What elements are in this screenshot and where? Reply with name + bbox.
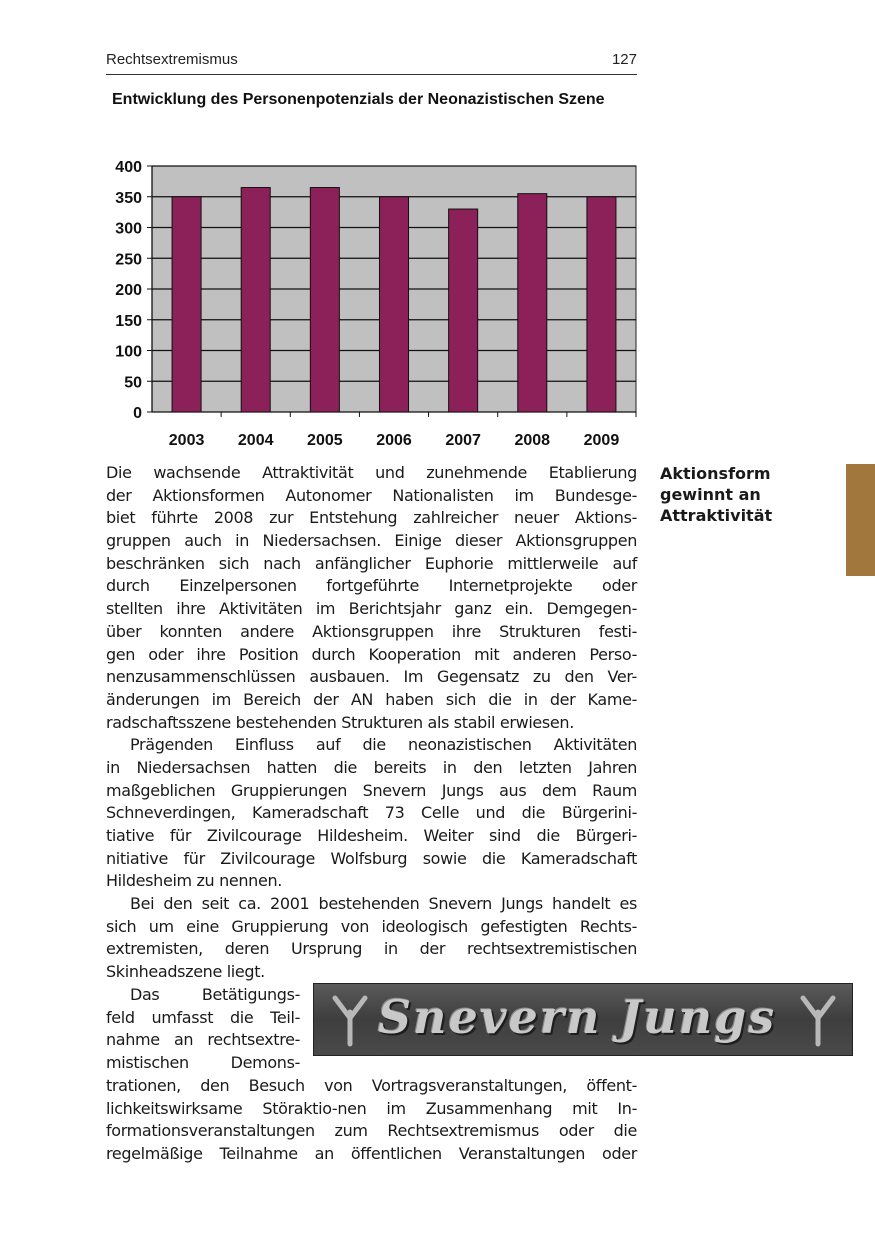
algiz-rune-icon — [798, 992, 838, 1048]
text-line: formationsveranstaltungen zum Rechtsextremismus oder die — [106, 1121, 637, 1141]
x-tick-label: 2007 — [445, 432, 481, 449]
text-line: nitiative für Zivilcourage Wolfsburg sowie die Kameradschaft — [106, 848, 637, 868]
text-line: nahme an rechtsextre- — [106, 1030, 300, 1050]
text-line: Bei den seit ca. 2001 bestehenden Snevern Jungs handelt es — [130, 894, 637, 914]
text-line: Das Betätigungs- — [130, 985, 300, 1004]
body-text-bottom — [106, 1075, 637, 1166]
text-line: trationen, den Besuch von Vortragsveranstaltungen, öffent- — [106, 1076, 637, 1095]
bar — [518, 194, 547, 412]
text-line: beschränken sich nach anfänglicher Euphorie mittlerweile auf — [106, 553, 637, 573]
y-tick-label: 400 — [115, 159, 142, 176]
text-line: mistischen Demons- — [106, 1053, 300, 1073]
body-text-top — [106, 462, 637, 984]
text-line: änderungen im Bereich der AN haben sich die in der Kame- — [106, 689, 637, 709]
text-line: nenzusammenschlüssen ausbauen. Im Gegensatz zu den Ver- — [106, 667, 637, 687]
text-line: der Aktionsformen Autonomer Nationalisten im Bundesge- — [106, 485, 637, 505]
y-tick-label: 200 — [115, 282, 142, 299]
text-line: regelmäßige Teilnahme an öffentlichen Veranstaltungen oder — [106, 1144, 637, 1164]
x-tick-label: 2009 — [583, 432, 620, 449]
text-line: gruppen auch in Niedersachsen. Einige dieser Aktionsgruppen — [106, 531, 637, 551]
y-tick-label: 150 — [115, 312, 142, 330]
algiz-rune-icon — [330, 992, 370, 1048]
chart-title: Entwicklung des Personenpotenzials der Neonazistischen Szene — [112, 91, 605, 108]
text-line: extremisten, deren Ursprung in der rechtsextremistischen — [106, 939, 637, 959]
y-tick-label: 300 — [115, 220, 142, 238]
bar — [449, 209, 478, 412]
page-number: 127 — [611, 51, 637, 68]
margin-note-line: gewinnt an — [660, 485, 761, 504]
snevern-jungs-logo — [313, 983, 853, 1056]
text-line: feld umfasst die Teil- — [106, 1007, 300, 1027]
x-tick-label: 2003 — [168, 432, 205, 449]
text-line: Skinheadszene liegt. — [106, 962, 265, 982]
bar — [379, 197, 408, 412]
y-tick-label: 50 — [124, 374, 142, 392]
margin-note-line: Attraktivität — [660, 506, 773, 525]
header-rule — [106, 74, 637, 75]
margin-note — [660, 463, 810, 526]
text-line: Hildesheim zu nennen. — [106, 871, 282, 891]
text-line: biet führte 2008 zur Entstehung zahlreicher neuer Aktions- — [106, 508, 637, 528]
logo-wordmark: Snevern Jungs — [377, 990, 777, 1044]
margin-note-line: Aktionsform — [660, 464, 771, 483]
text-line: lichkeitswirksame Störaktio-nen im Zusammenhang mit In- — [106, 1098, 637, 1118]
text-line: stellten ihre Aktivitäten im Berichtsjahr ganz ein. Demgegen- — [106, 599, 637, 619]
y-tick-label: 250 — [115, 251, 142, 269]
text-line: gen oder ihre Position durch Kooperation mit anderen Perso- — [106, 644, 637, 664]
text-line: Die wachsende Attraktivität und zunehmende Etablierung — [106, 463, 637, 482]
text-line: in Niedersachsen hatten die bereits in den letzten Jahren — [106, 757, 637, 777]
x-tick-label: 2004 — [237, 432, 274, 449]
bar — [172, 197, 201, 412]
text-line: sich um eine Gruppierung von ideologisch gefestigten Rechts- — [106, 916, 637, 936]
bar — [587, 197, 616, 412]
text-line: durch Einzelpersonen fortgeführte Internetprojekte oder — [106, 576, 637, 596]
y-tick-label: 100 — [115, 343, 142, 361]
x-tick-label: 2006 — [376, 432, 412, 449]
bar — [241, 188, 270, 412]
text-line: radschaftsszene bestehenden Strukturen als stabil erwiesen. — [106, 712, 574, 732]
text-line: tiative für Zivilcourage Hildesheim. Weiter sind die Bürgeri- — [106, 826, 637, 845]
text-line: maßgeblichen Gruppierungen Snevern Jungs aus dem Raum — [106, 780, 637, 800]
chapter-tab — [846, 464, 875, 576]
y-tick-label: 350 — [115, 189, 142, 207]
x-tick-label: 2008 — [514, 432, 551, 449]
x-tick-label: 2005 — [307, 432, 343, 449]
y-tick-label: 0 — [133, 405, 142, 422]
header-title: Rechtsextremismus — [106, 51, 238, 68]
bar-chart — [100, 150, 645, 455]
text-line: über konnten andere Aktionsgruppen ihre Strukturen festi- — [106, 621, 637, 641]
text-line: Prägenden Einfluss auf die neonazistischen Aktivitäten — [130, 735, 637, 755]
bar — [310, 188, 339, 412]
body-text-narrow — [106, 984, 300, 1075]
text-line: Schneverdingen, Kameradschaft 73 Celle und die Bürgerini- — [106, 803, 637, 823]
